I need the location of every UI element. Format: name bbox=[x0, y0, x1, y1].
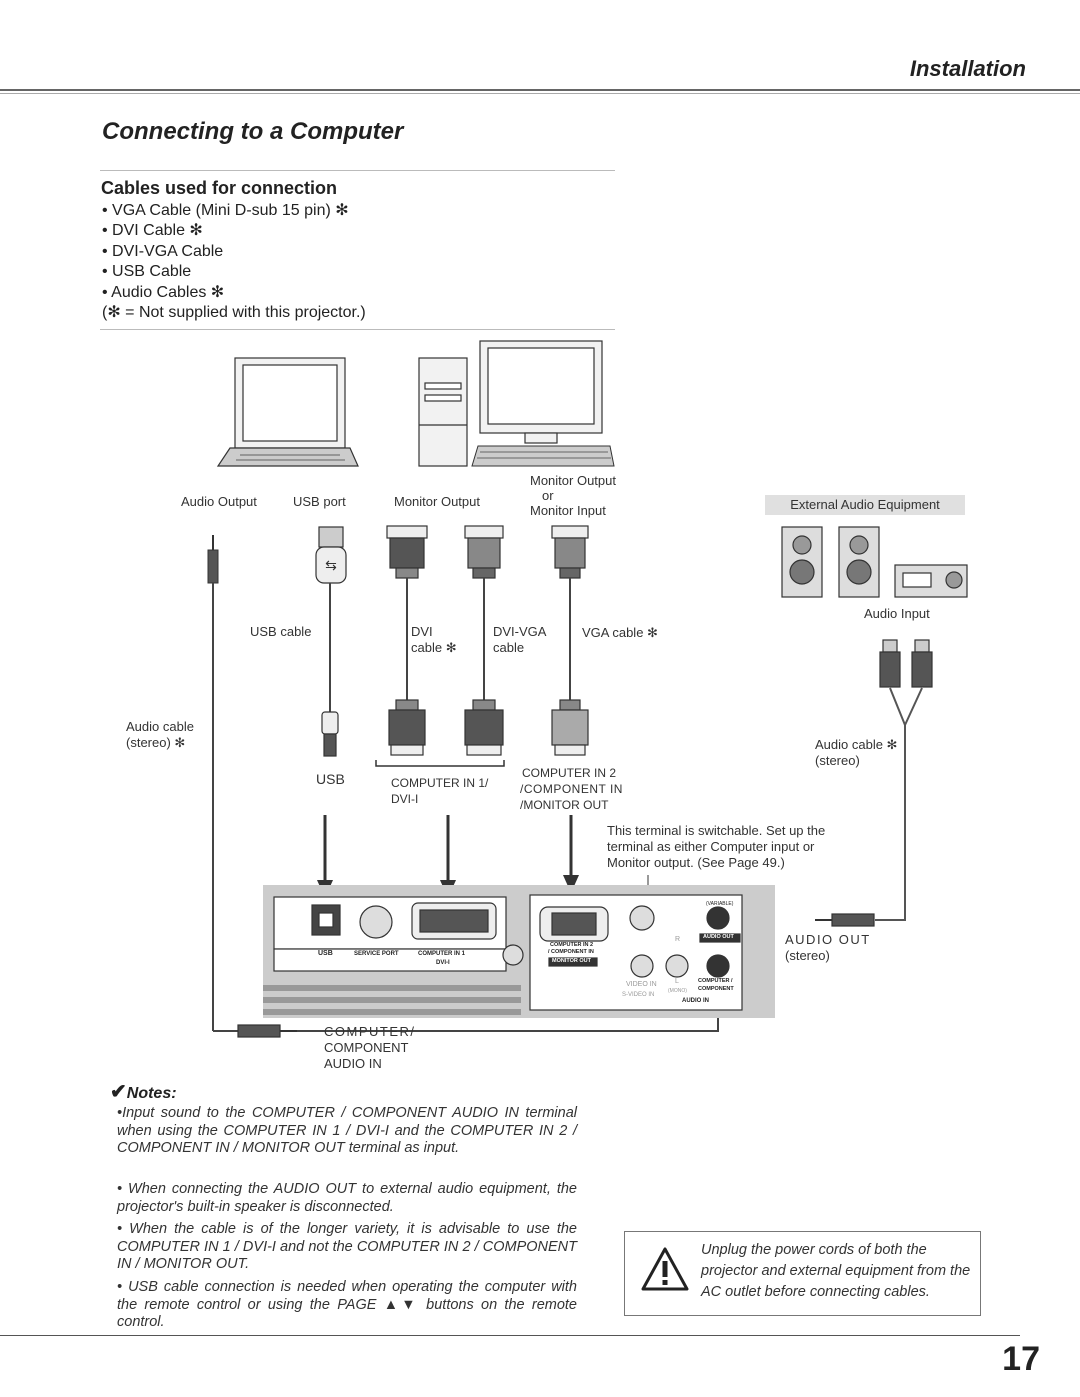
cable-item-dvi: • DVI Cable ✻ bbox=[102, 222, 203, 240]
external-audio-label: External Audio Equipment bbox=[765, 495, 965, 515]
vga-plug-icon bbox=[552, 526, 588, 578]
note-item: • When connecting the AUDIO OUT to external audio equipment, the projector's built-in speaker is disconnected. bbox=[117, 1181, 577, 1215]
monitor-input-label: Monitor Input bbox=[530, 503, 606, 518]
receiver-icon bbox=[895, 565, 967, 597]
cable-item-dvi-vga: • DVI-VGA Cable bbox=[102, 242, 224, 260]
vga-cable-label: VGA cable ✻ bbox=[582, 625, 658, 640]
dvi-plug-icon bbox=[387, 526, 427, 578]
panel-r-label: R bbox=[675, 936, 681, 943]
computer-in2-label-2: /COMPONENT IN bbox=[520, 782, 623, 796]
notes-title-text: Notes: bbox=[126, 1085, 177, 1102]
cable-item-vga: • VGA Cable (Mini D-sub 15 pin) ✻ bbox=[102, 202, 349, 219]
dvi-plug-bottom-icon bbox=[389, 700, 503, 755]
panel-s-video-in-label: S-VIDEO IN bbox=[622, 992, 655, 998]
cables-top-rule bbox=[100, 170, 615, 171]
audio-in-plug-icon bbox=[238, 1025, 297, 1037]
panel-usb-label: USB bbox=[318, 950, 333, 957]
audio-out-label: AUDIO OUT bbox=[785, 932, 871, 947]
panel-monitor-out-label: MONITOR OUT bbox=[552, 958, 592, 964]
footer-rule bbox=[0, 1335, 1020, 1336]
panel-computer-in1-label: COMPUTER IN 1 bbox=[418, 951, 466, 957]
or-label: or bbox=[542, 488, 554, 503]
header-rule bbox=[0, 89, 1080, 91]
cable-footnote: (✻ = Not supplied with this projector.) bbox=[102, 304, 366, 322]
audio-in-label: AUDIO IN bbox=[324, 1056, 382, 1071]
note-item: • USB cable connection is needed when operating the computer with the remote control or using the PAGE ▲▼ buttons on the remote control. bbox=[117, 1279, 577, 1330]
computer-in1-label: COMPUTER IN 1/ bbox=[391, 776, 489, 790]
panel-component-in-label: / COMPONENT IN bbox=[548, 949, 594, 955]
dvi-vga-plug-icon bbox=[465, 526, 503, 578]
switch-note-line2: terminal as either Computer input or bbox=[607, 839, 815, 854]
usb-cable-label: USB cable bbox=[250, 624, 312, 639]
keyboard-icon bbox=[472, 446, 614, 466]
page-number: 17 bbox=[1002, 1340, 1040, 1378]
projector-vents bbox=[263, 985, 521, 1015]
switch-note-line3: Monitor output. (See Page 49.) bbox=[607, 855, 785, 870]
panel-service-port-label: SERVICE PORT bbox=[354, 951, 399, 957]
header-rule-thin bbox=[0, 93, 1080, 94]
usb-plug-bottom-icon bbox=[322, 712, 338, 756]
warning-text: Unplug the power cords of both the projector and external equipment from the AC outlet before connecting cables. bbox=[701, 1242, 971, 1300]
usb-plug-icon bbox=[316, 527, 346, 583]
warning-icon bbox=[640, 1246, 690, 1292]
dvi-cable-label-2: cable ✻ bbox=[411, 640, 457, 655]
rca-plug-icon bbox=[880, 640, 932, 687]
panel-component-label: COMPONENT bbox=[698, 986, 734, 992]
dvi-vga-cable-label: DVI-VGA bbox=[493, 624, 547, 639]
speaker-icon bbox=[782, 527, 879, 597]
checkmark-icon: ✔ bbox=[110, 1081, 127, 1103]
notes-title bbox=[110, 1079, 177, 1104]
cable-item-audio: • Audio Cables ✻ bbox=[102, 283, 225, 301]
dvi-vga-cable-label-2: cable bbox=[493, 640, 525, 655]
panel-variable-label: (VARIABLE) bbox=[706, 901, 734, 907]
audio-cable-right-label-2: (stereo) bbox=[815, 753, 860, 768]
audio-out-stereo-label: (stereo) bbox=[785, 948, 830, 963]
vga-plug-bottom-icon bbox=[552, 700, 588, 755]
monitor-output-label: Monitor Output bbox=[394, 494, 480, 509]
panel-mono-label: (MONO) bbox=[668, 988, 687, 994]
cable-item-usb: • USB Cable bbox=[102, 263, 192, 281]
note-item: • When the cable is of the longer variety, it is advisable to use the COMPUTER IN 1 / DVI-I and not the COMPUTER IN 2 / COMPONENT IN / MONITOR OUT. bbox=[117, 1221, 577, 1272]
usb-terminal-label: USB bbox=[316, 771, 345, 787]
switch-note-line1: This terminal is switchable. Set up the bbox=[607, 823, 826, 838]
audio-plug-icon bbox=[208, 535, 218, 583]
audio-cable-left-label: Audio cable bbox=[126, 719, 194, 734]
page-title: Connecting to a Computer bbox=[102, 118, 404, 145]
monitor-icon bbox=[480, 341, 602, 443]
computer-in1-label-2: DVI-I bbox=[391, 792, 419, 806]
section-title: Installation bbox=[909, 56, 1026, 81]
panel-audio-out-label: AUDIO OUT bbox=[703, 934, 734, 940]
dvi-cable-label: DVI bbox=[411, 624, 433, 639]
cable-list bbox=[102, 201, 366, 323]
audio-out-plug-icon bbox=[815, 914, 874, 926]
svg-text:⇆: ⇆ bbox=[325, 557, 337, 573]
monitor-output-label-2: Monitor Output bbox=[530, 473, 616, 488]
audio-cable-left-label-2: (stereo) ✻ bbox=[126, 735, 186, 750]
laptop-icon bbox=[218, 358, 358, 466]
usb-port-label: USB port bbox=[293, 494, 346, 509]
connection-diagram bbox=[0, 330, 1080, 1090]
desktop-tower-icon bbox=[419, 358, 467, 466]
computer-audio-label: COMPUTER/ bbox=[324, 1024, 416, 1039]
panel-computer-in2-label: COMPUTER IN 2 bbox=[550, 942, 594, 948]
panel-l-label: L bbox=[675, 978, 679, 985]
computer-in2-label-3: /MONITOR OUT bbox=[520, 798, 609, 812]
note-item: •Input sound to the COMPUTER / COMPONENT AUDIO IN terminal when using the COMPUTER IN 1 / DVI-I and the COMPUTER IN 2 / COMPONENT IN / MONITOR OUT terminal as input. bbox=[117, 1105, 577, 1156]
panel-audio-in-label: AUDIO IN bbox=[682, 998, 709, 1004]
cables-heading: Cables used for connection bbox=[101, 178, 338, 198]
panel-computer-component-label: COMPUTER / bbox=[698, 978, 733, 984]
audio-output-label: Audio Output bbox=[181, 494, 257, 509]
panel-video-in-label: VIDEO IN bbox=[626, 981, 657, 988]
audio-input-label: Audio Input bbox=[864, 606, 930, 621]
computer-in2-label: COMPUTER IN 2 bbox=[522, 766, 617, 780]
panel-dvi-label: DVI-I bbox=[436, 960, 450, 966]
connector-bracket bbox=[376, 760, 504, 766]
component-audio-label: COMPONENT bbox=[324, 1040, 409, 1055]
audio-cable-right-label: Audio cable ✻ bbox=[815, 737, 898, 752]
